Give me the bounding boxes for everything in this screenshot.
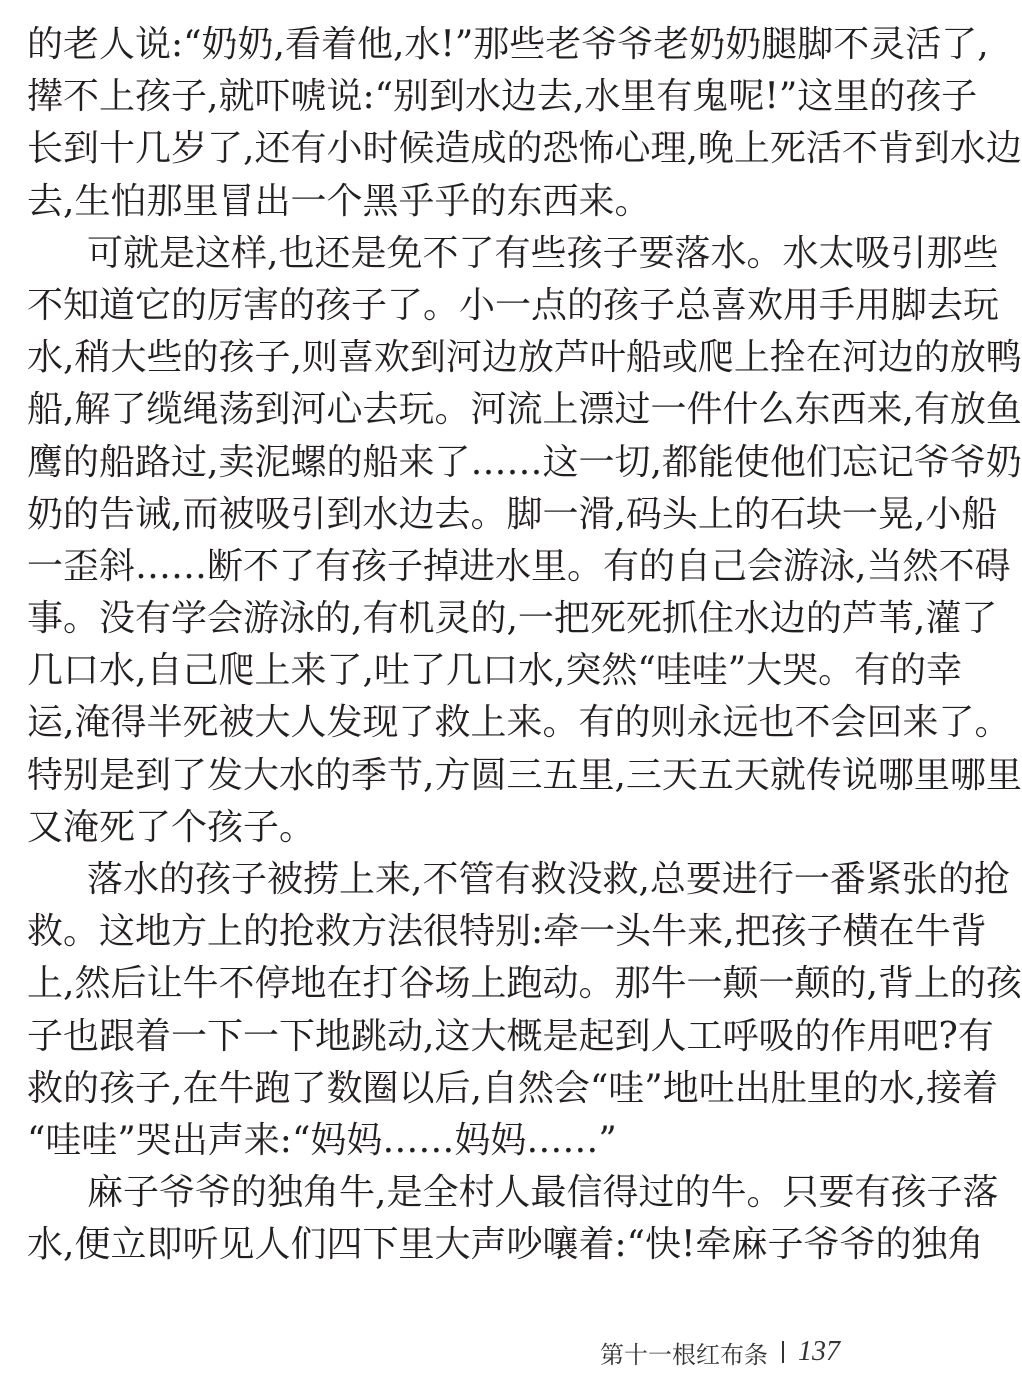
text-line: 特别是到了发大水的季节,方圆三五里,三天五天就传说哪里哪里 [27,754,1022,796]
text-line: 子也跟着一下一下地跳动,这大概是起到人工呼吸的作用吧?有 [27,1015,994,1057]
text-line: 去,生怕那里冒出一个黑乎乎的东西来。 [27,180,651,222]
text-line: 一歪斜……断不了有孩子掉进水里。有的自己会游泳,当然不碍 [27,545,1011,587]
text-line: 运,淹得半死被大人发现了救上来。有的则永远也不会回来了。 [27,702,1011,744]
page-footer [600,1332,840,1372]
chapter-title: 第十一根红布条 [600,1340,768,1369]
text-line: 长到十几岁了,还有小时候造成的恐怖心理,晚上死活不肯到水边 [27,128,1022,170]
text-line: 落水的孩子被捞上来,不管有救没救,总要进行一番紧张的抢 [87,859,1010,900]
text-line: 几口水,自己爬上来了,吐了几口水,突然“哇哇”大哭。有的幸 [27,650,963,692]
text-line: 又淹死了个孩子。 [27,806,316,848]
text-line: 鹰的船路过,卖泥螺的船来了……这一切,都能使他们忘记爷爷奶 [27,441,1022,483]
text-line: 船,解了缆绳荡到河心去玩。河流上漂过一件什么东西来,有放鱼 [27,389,1022,431]
page-number: 137 [798,1336,840,1367]
text-line: 水,稍大些的孩子,则喜欢到河边放芦叶船或爬上拴在河边的放鸭 [27,337,1022,379]
text-line: 救。这地方上的抢救方法很特别:牵一头牛来,把孩子横在牛背 [27,911,987,953]
body-text [27,19,1022,1272]
text-line: 不知道它的厉害的孩子了。小一点的孩子总喜欢用手用脚去玩 [27,284,1000,326]
text-line: 可就是这样,也还是免不了有些孩子要落水。水太吸引那些 [87,232,999,274]
text-line: “哇哇”哭出声来:“妈妈……妈妈……” [27,1119,617,1161]
text-line: 事。没有学会游泳的,有机灵的,一把死死抓住水边的芦苇,灌了 [27,598,998,640]
text-line: 水,便立即听见人们四下里大声吵嚷着:“快!牵麻子爷爷的独角 [27,1224,984,1266]
text-line: 麻子爷爷的独角牛,是全村人最信得过的牛。只要有孩子落 [87,1172,999,1214]
footer-divider [782,1341,784,1363]
text-line: 奶的告诫,而被吸引到水边去。脚一滑,码头上的石块一晃,小船 [27,493,998,535]
text-line: 救的孩子,在牛跑了数圈以后,自然会“哇”地吐出肚里的水,接着 [27,1067,999,1109]
text-line: 撵不上孩子,就吓唬说:“别到水边去,水里有鬼呢!”这里的孩子 [27,76,978,118]
text-line: 上,然后让牛不停地在打谷场上跑动。那牛一颠一颠的,背上的孩 [27,963,1022,1005]
text-line: 的老人说:“奶奶,看着他,水!”那些老爷爷老奶奶腿脚不灵活了, [27,24,989,65]
